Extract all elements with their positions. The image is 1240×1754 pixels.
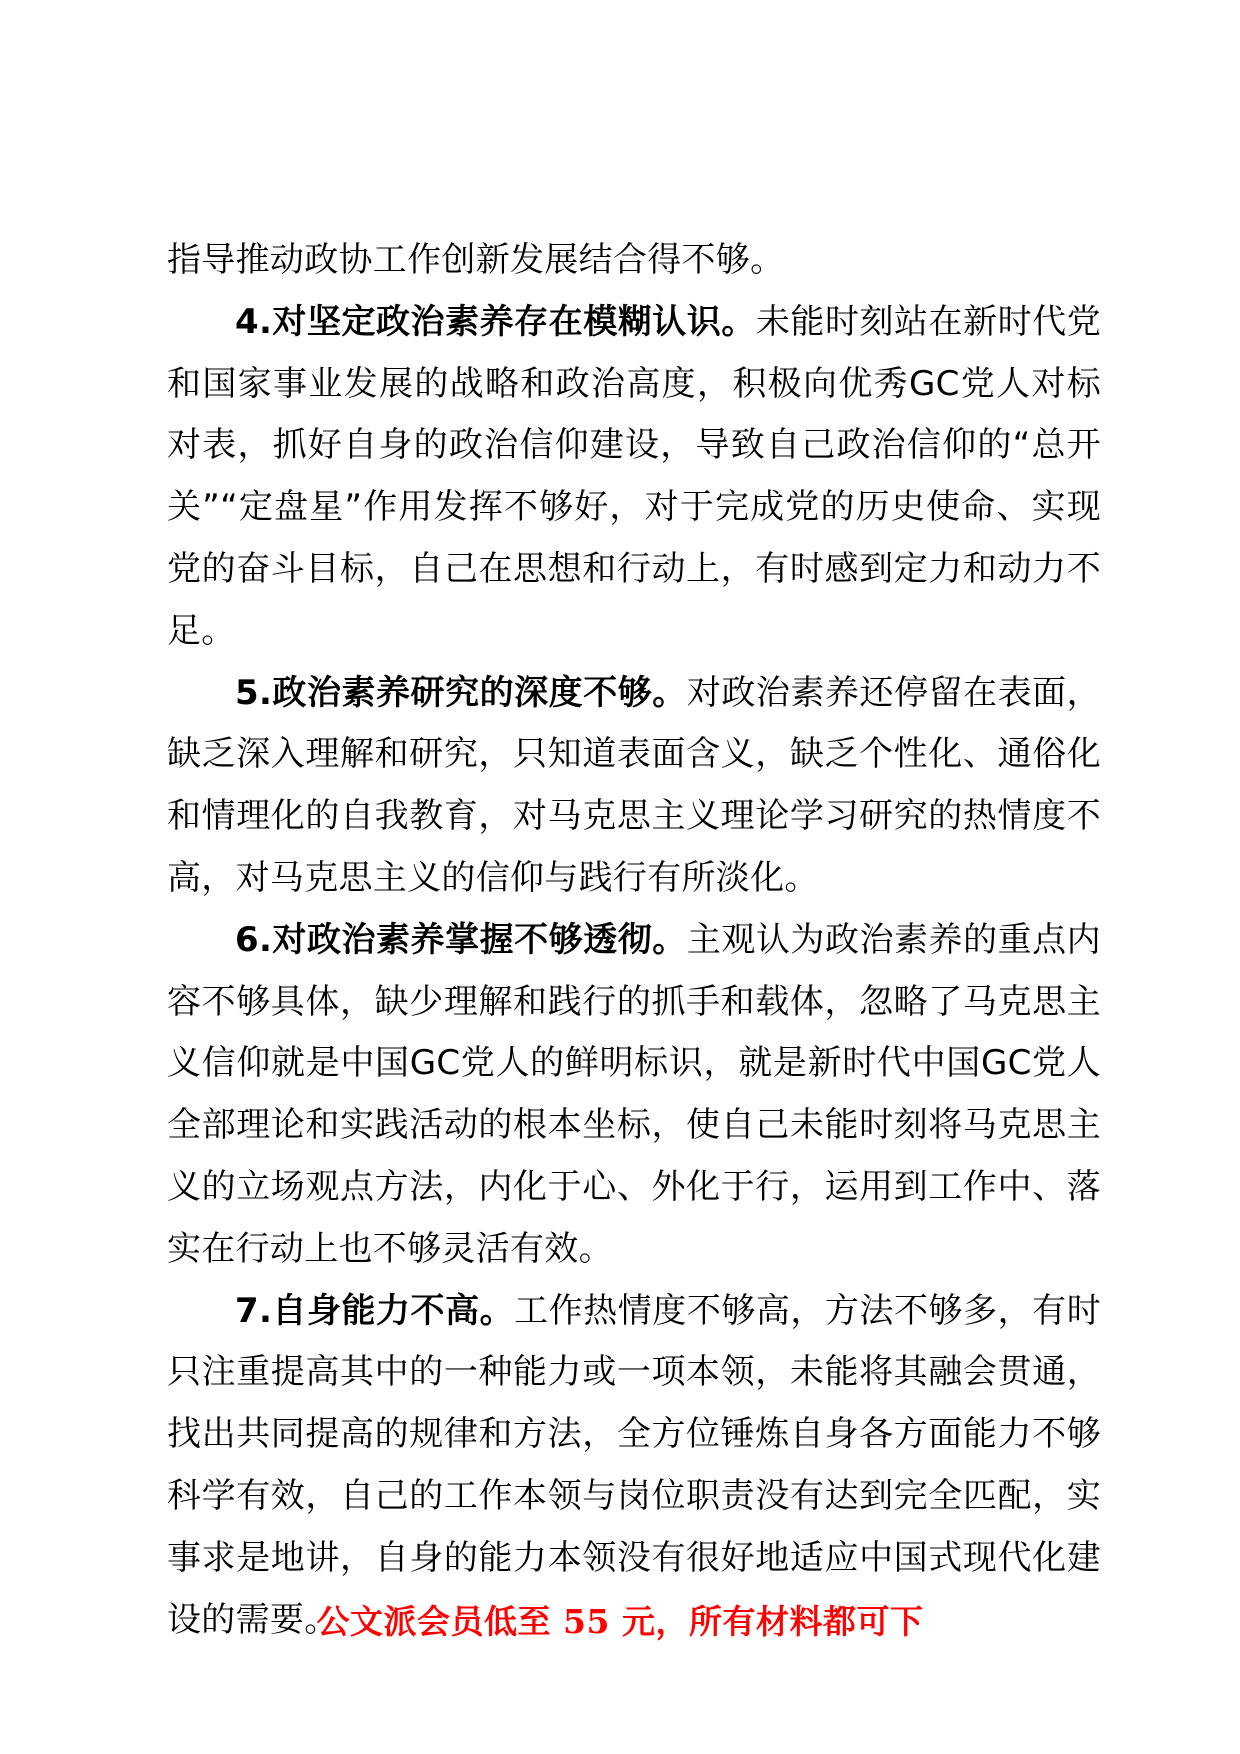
promo-footer: 公文派会员低至 55 元，所有材料都可下	[316, 1602, 924, 1641]
document-body	[167, 230, 1101, 1651]
paragraph-item-5	[167, 663, 1101, 910]
paragraph-item-6	[167, 910, 1101, 1281]
paragraph-continuation	[167, 230, 1101, 292]
paragraph-text: 指导推动政协工作创新发展结合得不够。	[167, 240, 785, 280]
paragraph-text: 工作热情度不够高，方法不够多，有时只注重提高其中的一种能力或一项本领，未能将其融会贯通，找出共同提高的规律和方法，全方位锤炼自身各方面能力不够科学有效，自己的工作本领与岗位职责没有达到完全匹配，实事求是地讲，自身的能力本领没有很好地适应中国式现代化建设的需要。	[167, 1290, 1101, 1640]
paragraph-text: 对政治素养还停留在表面，缺乏深入理解和研究，只知道表面含义，缺乏个性化、通俗化和情理化的自我教育，对马克思主义理论学习研究的热情度不高，对马克思主义的信仰与践行有所淡化。	[167, 672, 1101, 898]
paragraph-text: 主观认为政治素养的重点内容不够具体，缺少理解和践行的抓手和载体，忽略了马克思主义信仰就是中国GC党人的鲜明标识，就是新时代中国GC党人全部理论和实践活动的根本坐标，使自己未能时刻将马克思主义的立场观点方法，内化于心、外化于行，运用到工作中、落实在行动上也不够灵活有效。	[167, 919, 1101, 1269]
paragraph-item-4	[167, 292, 1101, 663]
paragraph-lead: 4.对坚定政治素养存在模糊认识。	[235, 301, 756, 342]
paragraph-text: 未能时刻站在新时代党和国家事业发展的战略和政治高度，积极向优秀GC党人对标对表，抓好自身的政治信仰建设，导致自己政治信仰的“总开关”“定盘星”作用发挥不够好，对于完成党的历史使命、实现党的奋斗目标，自己在思想和行动上，有时感到定力和动力不足。	[167, 301, 1101, 651]
paragraph-lead: 6.对政治素养掌握不够透彻。	[235, 919, 687, 960]
paragraph-lead: 5.政治素养研究的深度不够。	[235, 672, 687, 713]
paragraph-lead: 7.自身能力不高。	[235, 1290, 515, 1331]
